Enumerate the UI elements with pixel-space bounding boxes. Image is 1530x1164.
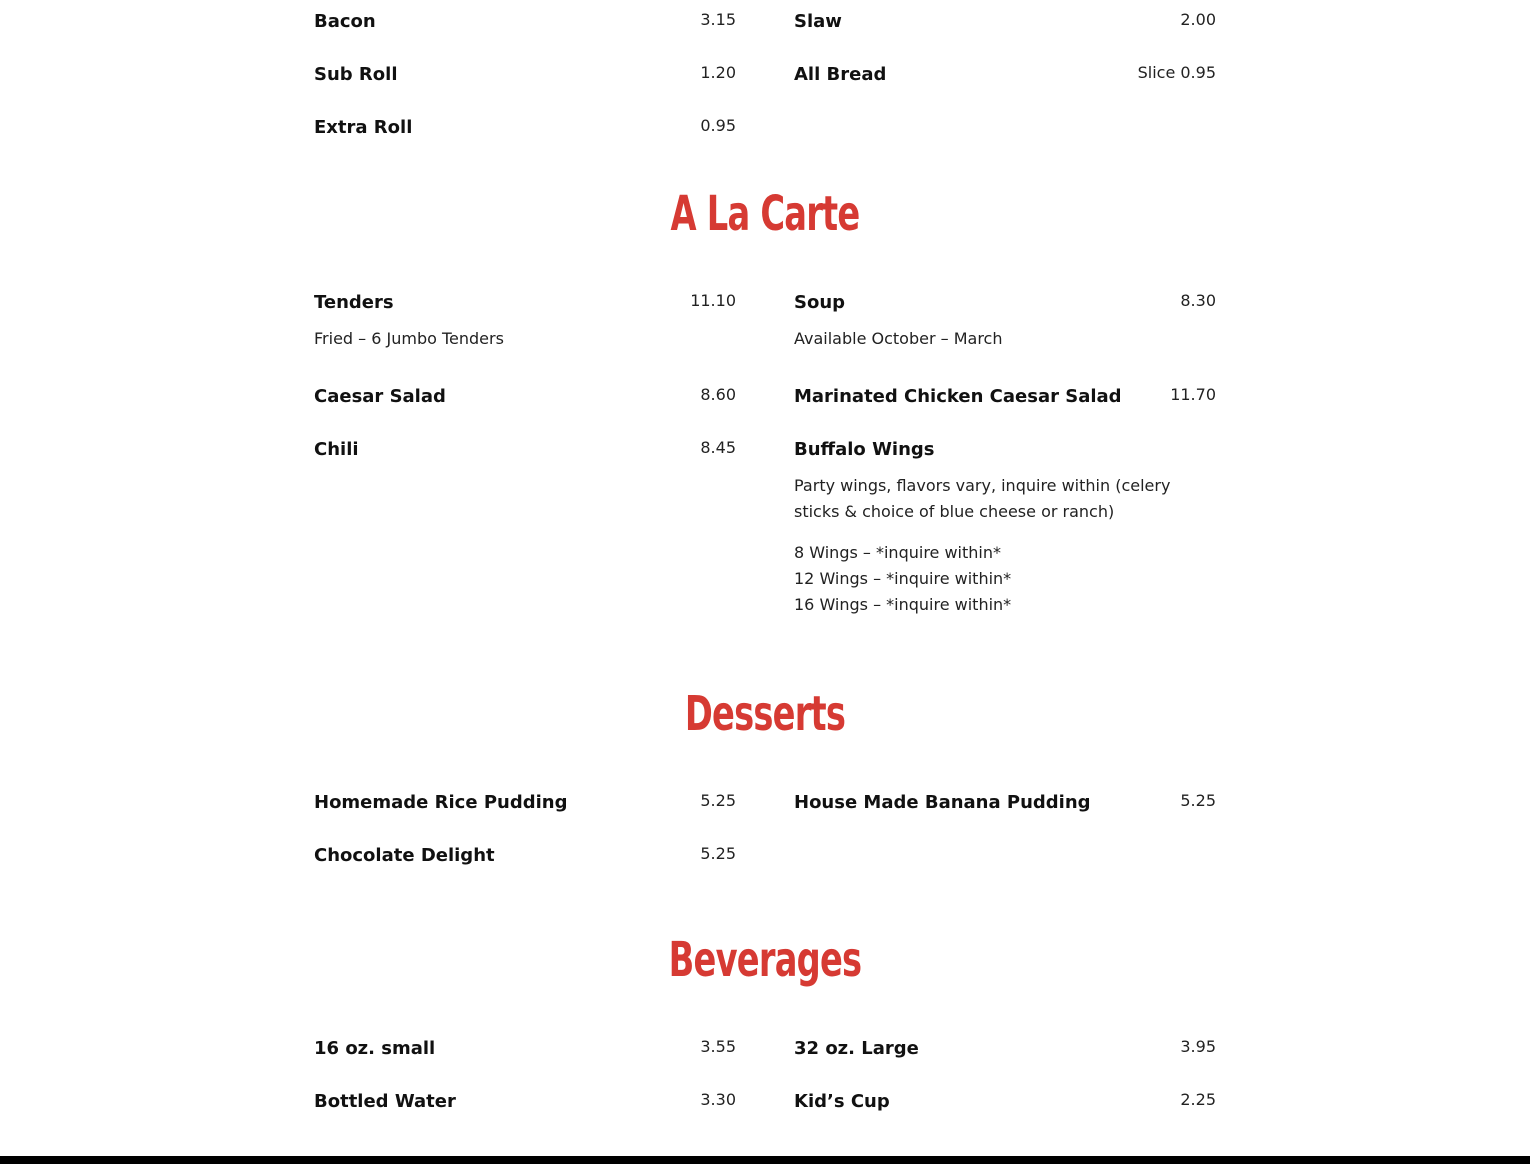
item-name: Extra Roll — [314, 117, 413, 138]
item-name: Bottled Water — [314, 1091, 456, 1112]
item-name: Caesar Salad — [314, 386, 446, 407]
menu-item-bacon — [314, 10, 736, 34]
item-name: Marinated Chicken Caesar Salad — [794, 386, 1122, 407]
item-price: 5.25 — [700, 791, 736, 810]
section-title-desserts: Desserts — [684, 686, 846, 742]
menu-item-tenders — [314, 291, 736, 352]
item-price: 11.70 — [1170, 385, 1216, 404]
item-price: 2.25 — [1180, 1090, 1216, 1109]
item-name: 32 oz. Large — [794, 1038, 919, 1059]
menu-item-kids-cup — [794, 1090, 1216, 1114]
item-name: All Bread — [794, 64, 887, 85]
item-price: 8.45 — [700, 438, 736, 457]
item-name: Chili — [314, 439, 359, 460]
item-name: Buffalo Wings — [794, 439, 935, 460]
item-name: 16 oz. small — [314, 1038, 436, 1059]
menu-item-bottled-water — [314, 1090, 736, 1114]
menu-item-all-bread — [794, 63, 1216, 87]
section-title-beverages: Beverages — [668, 932, 862, 988]
item-name: Tenders — [314, 292, 394, 313]
menu-item-16oz-small — [314, 1037, 736, 1061]
item-price: 5.25 — [1180, 791, 1216, 810]
menu-item-extra-roll — [314, 116, 736, 140]
section-title-a-la-carte: A La Carte — [670, 186, 860, 242]
item-name: Homemade Rice Pudding — [314, 792, 568, 813]
item-price: 5.25 — [700, 844, 736, 863]
menu-item-banana-pudding — [794, 791, 1216, 815]
menu-item-sub-roll — [314, 63, 736, 87]
menu-item-slaw — [794, 10, 1216, 34]
menu-item-marinated-chicken-caesar-salad — [794, 385, 1216, 409]
item-name: Sub Roll — [314, 64, 398, 85]
item-price: 3.15 — [700, 10, 736, 29]
item-price: 3.95 — [1180, 1037, 1216, 1056]
item-price: Slice 0.95 — [1137, 63, 1216, 82]
wing-options-list — [794, 540, 1216, 618]
item-description: Party wings, flavors vary, inquire within (celery sticks & choice of blue cheese or ranch) — [794, 476, 1171, 521]
item-description: Available October – March — [794, 329, 1003, 348]
item-price: 0.95 — [700, 116, 736, 135]
menu-item-chocolate-delight — [314, 844, 736, 868]
menu-item-soup — [794, 291, 1216, 352]
item-price: 3.30 — [700, 1090, 736, 1109]
menu-item-buffalo-wings — [794, 438, 1216, 618]
item-price: 2.00 — [1180, 10, 1216, 29]
item-price: 8.30 — [1180, 291, 1216, 310]
menu-item-rice-pudding — [314, 791, 736, 815]
menu-item-32oz-large — [794, 1037, 1216, 1061]
item-name: Soup — [794, 292, 846, 313]
item-name: Kid’s Cup — [794, 1091, 890, 1112]
item-name: Bacon — [314, 11, 376, 32]
wing-option: 8 Wings – *inquire within* — [794, 543, 1001, 562]
wing-option: 16 Wings – *inquire within* — [794, 595, 1012, 614]
item-description: Fried – 6 Jumbo Tenders — [314, 329, 504, 348]
item-price: 3.55 — [700, 1037, 736, 1056]
item-price: 11.10 — [690, 291, 736, 310]
item-name: House Made Banana Pudding — [794, 792, 1091, 813]
item-price: 1.20 — [700, 63, 736, 82]
item-name: Chocolate Delight — [314, 845, 495, 866]
menu-item-caesar-salad — [314, 385, 736, 409]
item-price: 8.60 — [700, 385, 736, 404]
footer-bar — [0, 1156, 1530, 1164]
wing-option: 12 Wings – *inquire within* — [794, 569, 1012, 588]
item-name: Slaw — [794, 11, 842, 32]
menu-item-chili — [314, 438, 736, 462]
